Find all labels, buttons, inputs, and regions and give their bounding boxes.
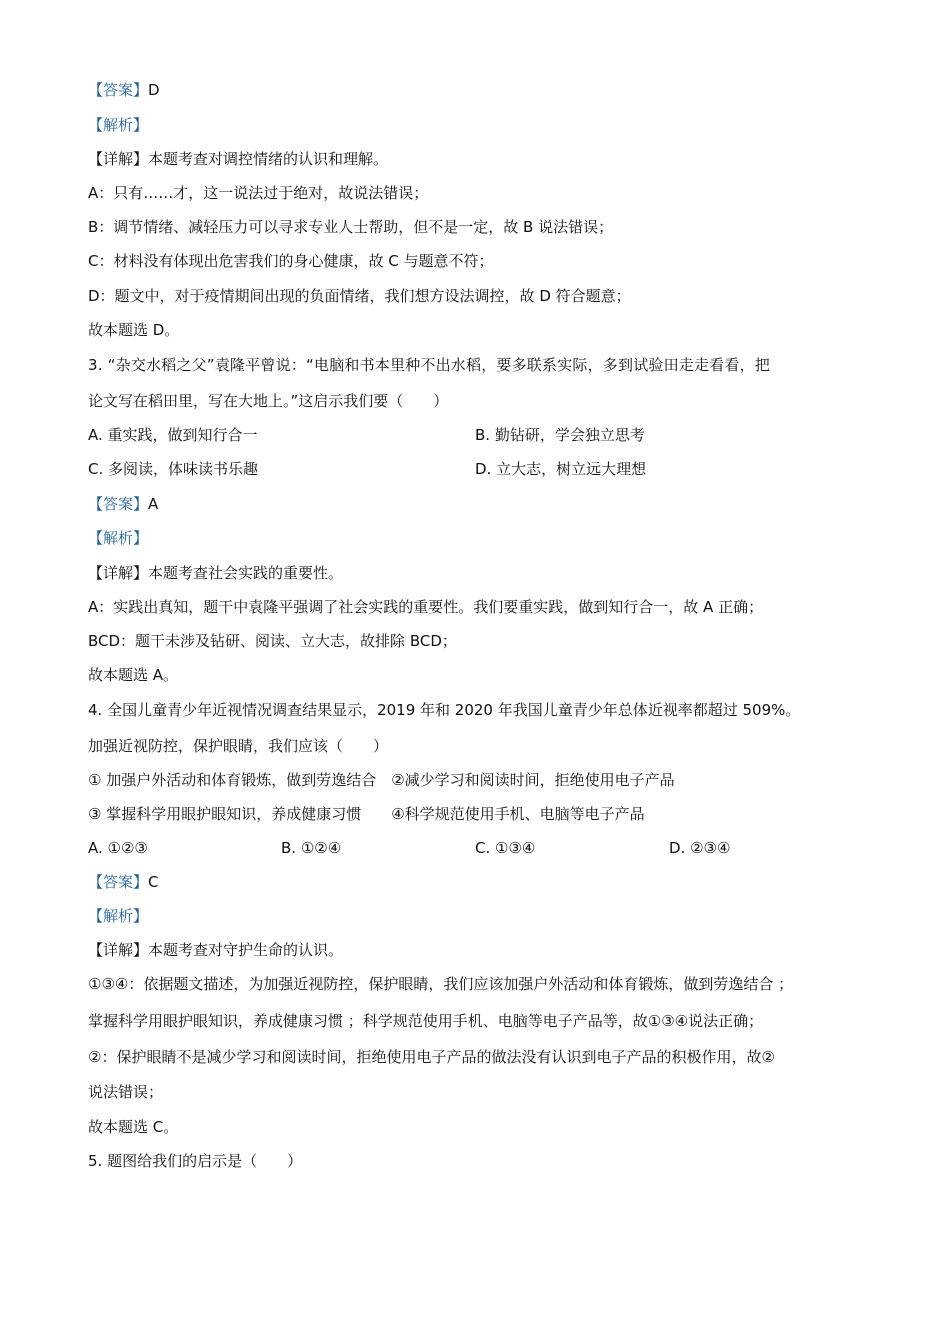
detail-text: 本题考查对调控情绪的认识和理解。 [148,150,389,168]
option-c: C. 多阅读，体味读书乐趣 [88,460,259,478]
explanation-line: ②：保护眼睛不是减少学习和阅读时间，拒绝使用电子产品的做法没有认识到电子产品的积极作用，故② [88,1048,775,1066]
conclusion-line: 故本题选 C。 [88,1118,179,1136]
option-a: A. ①②③ [88,839,148,857]
question-3-stem: 3. “杂交水稻之父”袁隆平曾说：“电脑和书本里种不出水稻，要多联系实际，多到试验田走走看看，把 [88,356,770,374]
analysis-tag: 【解析】 [88,907,149,925]
explanation-line: 掌握科学用眼护眼知识，养成健康习惯 ；科学规范使用手机、电脑等电子产品等，故①③④说法正确； [88,1012,764,1030]
detail-tag: 【详解】 [88,941,149,959]
explanation-line: A：实践出真知，题干中袁隆平强调了社会实践的重要性。我们要重实践，做到知行合一，故 A 正确； [88,598,764,616]
option-a: A. 重实践，做到知行合一 [88,426,258,444]
answer-tag: 【答案】 [88,81,149,99]
question-3-options-row-1 [88,425,890,445]
option-d: D. ②③④ [669,839,731,857]
answer-line [88,494,158,514]
option-b: B. ①②④ [281,839,342,857]
option-d: D. 立大志，树立远大理想 [475,460,647,478]
question-4-statements-2: ③ 掌握科学用眼护眼知识，养成健康习惯 ④科学规范使用手机、电脑等电子产品 [88,805,645,823]
detail-line [88,563,343,583]
detail-tag: 【详解】 [88,564,149,582]
explanation-line: BCD：题干未涉及钻研、阅读、立大志，故排除 BCD； [88,632,457,650]
answer-tag: 【答案】 [88,873,149,891]
detail-line [88,149,388,169]
explanation-line: C：材料没有体现出危害我们的身心健康，故 C 与题意不符； [88,252,494,270]
question-5-stem: 5. 题图给我们的启示是（ ） [88,1152,303,1170]
answer-value: C [148,873,159,891]
answer-line [88,872,159,892]
answer-value: A [148,495,159,513]
answer-value: D [148,81,160,99]
option-c: C. ①③④ [475,839,536,857]
option-b: B. 勤钻研，学会独立思考 [475,426,645,444]
detail-tag: 【详解】 [88,150,149,168]
explanation-line: D：题文中，对于疫情期间出现的负面情绪，我们想方设法调控，故 D 符合题意； [88,287,631,305]
explanation-line: A：只有……才，这一说法过于绝对，故说法错误； [88,184,429,202]
explanation-line: 说法错误； [88,1083,164,1101]
answer-tag: 【答案】 [88,495,149,513]
question-3-options-row-2 [88,459,890,479]
question-4-statements-1: ① 加强户外活动和体育锻炼，做到劳逸结合 ②减少学习和阅读时间，拒绝使用电子产品 [88,771,675,789]
analysis-tag: 【解析】 [88,529,149,547]
conclusion-line: 故本题选 D。 [88,321,180,339]
answer-line [88,80,160,100]
question-4-options [88,838,890,858]
detail-line [88,940,343,960]
detail-text: 本题考查社会实践的重要性。 [148,564,344,582]
analysis-tag: 【解析】 [88,116,149,134]
explanation-line: ①③④：依据题文描述，为加强近视防控，保护眼睛，我们应该加强户外活动和体育锻炼，做到劳逸结合 ； [88,975,794,993]
detail-text: 本题考查对守护生命的认识。 [148,941,344,959]
question-4-stem: 4. 全国儿童青少年近视情况调查结果显示，2019 年和 2020 年我国儿童青少年总体近视率都超过 509%。 [88,701,801,719]
conclusion-line: 故本题选 A。 [88,666,179,684]
question-3-stem-cont: 论文写在稻田里，写在大地上。”这启示我们要（ ） [88,392,449,410]
question-4-stem-cont: 加强近视防控，保护眼睛，我们应该（ ） [88,737,389,755]
explanation-line: B：调节情绪、减轻压力可以寻求专业人士帮助，但不是一定，故 B 说法错误； [88,218,614,236]
